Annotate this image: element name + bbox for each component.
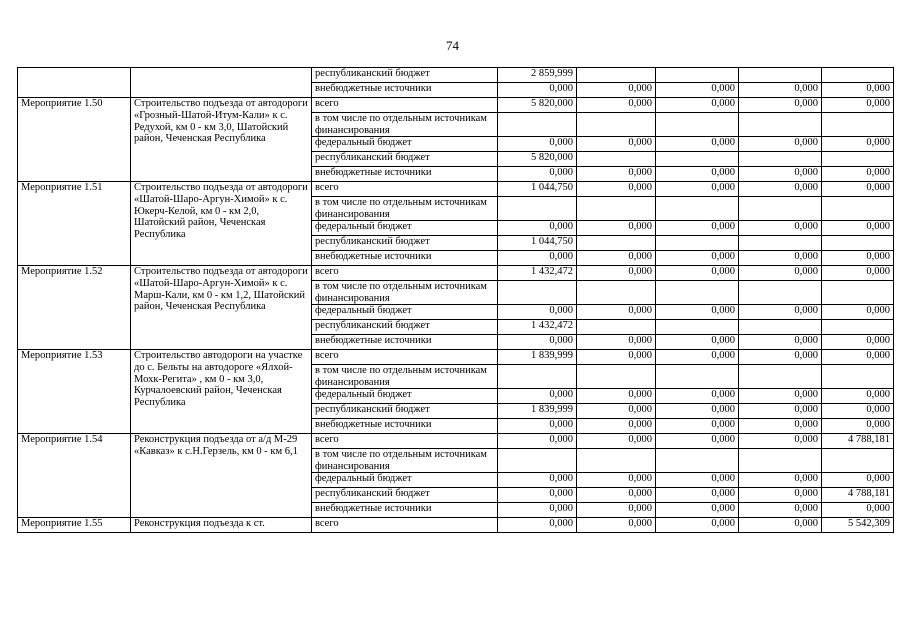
value-cell: 0,000 — [739, 137, 822, 152]
value-cell: 4 788,181 — [822, 434, 894, 449]
activity-description-cell: Строительство подъезда от автодороги «Грозный-Шатой-Итум-Кали» к с. Редухой, км 0 - км 3,0, Шатойский район, Чеченская Республика — [131, 98, 312, 182]
funding-source-label: всего — [312, 266, 498, 281]
value-cell: 5 542,309 — [822, 518, 894, 533]
value-cell: 0,000 — [498, 488, 577, 503]
activity-description-cell: Строительство подъезда от автодороги «Шатой-Шаро-Аргун-Химой» к с. Юкерч-Келой, км 0 - км 2,0, Шатойский район, Чеченская Республика — [131, 182, 312, 266]
funding-source-label: республиканский бюджет — [312, 236, 498, 251]
value-cell: 0,000 — [822, 305, 894, 320]
value-cell: 0,000 — [656, 83, 739, 98]
value-cell: 0,000 — [739, 419, 822, 434]
value-cell — [577, 152, 656, 167]
table-body — [18, 68, 894, 533]
value-cell — [577, 113, 656, 137]
value-cell — [739, 113, 822, 137]
value-cell: 0,000 — [822, 335, 894, 350]
funding-source-label: республиканский бюджет — [312, 68, 498, 83]
value-cell: 0,000 — [656, 503, 739, 518]
value-cell: 0,000 — [739, 83, 822, 98]
value-cell — [822, 281, 894, 305]
funding-source-label: федеральный бюджет — [312, 473, 498, 488]
value-cell: 0,000 — [822, 83, 894, 98]
value-cell: 0,000 — [739, 305, 822, 320]
funding-source-label: в том числе по отдельным источникам финансирования — [312, 449, 498, 473]
value-cell — [739, 320, 822, 335]
funding-source-label: в том числе по отдельным источникам финансирования — [312, 113, 498, 137]
funding-source-label: в том числе по отдельным источникам финансирования — [312, 365, 498, 389]
table-row — [18, 98, 894, 113]
value-cell: 0,000 — [498, 305, 577, 320]
value-cell: 0,000 — [656, 98, 739, 113]
funding-source-label: республиканский бюджет — [312, 404, 498, 419]
value-cell: 0,000 — [498, 473, 577, 488]
value-cell: 0,000 — [577, 83, 656, 98]
table-row — [18, 68, 894, 83]
value-cell: 0,000 — [498, 335, 577, 350]
value-cell: 1 432,472 — [498, 320, 577, 335]
value-cell: 1 044,750 — [498, 182, 577, 197]
table-row — [18, 350, 894, 365]
value-cell: 0,000 — [822, 98, 894, 113]
activity-id-cell: Мероприятие 1.51 — [18, 182, 131, 266]
value-cell — [822, 113, 894, 137]
value-cell: 0,000 — [822, 167, 894, 182]
value-cell: 0,000 — [577, 137, 656, 152]
activity-description-cell: Строительство автодороги на участке до с. Бельты на автодороге «Ялхой-Мохк-Регита» , км 0 - км 3,0, Курчалоевский район, Чеченская Республика — [131, 350, 312, 434]
value-cell: 0,000 — [739, 503, 822, 518]
value-cell: 0,000 — [498, 167, 577, 182]
value-cell — [822, 365, 894, 389]
value-cell — [656, 236, 739, 251]
value-cell: 5 820,000 — [498, 152, 577, 167]
value-cell: 0,000 — [498, 83, 577, 98]
activity-description-cell: Строительство подъезда от автодороги «Шатой-Шаро-Аргун-Химой» к с. Марш-Кали, км 0 - км 1,2, Шатойский район, Чеченская Республика — [131, 266, 312, 350]
funding-source-label: в том числе по отдельным источникам финансирования — [312, 197, 498, 221]
value-cell: 0,000 — [577, 518, 656, 533]
value-cell — [498, 365, 577, 389]
value-cell: 0,000 — [739, 488, 822, 503]
value-cell: 0,000 — [739, 98, 822, 113]
value-cell: 0,000 — [656, 350, 739, 365]
value-cell — [739, 152, 822, 167]
value-cell: 5 820,000 — [498, 98, 577, 113]
value-cell: 0,000 — [739, 221, 822, 236]
value-cell: 0,000 — [577, 434, 656, 449]
page-number: 74 — [446, 38, 459, 53]
value-cell: 0,000 — [498, 221, 577, 236]
value-cell — [739, 68, 822, 83]
funding-source-label: федеральный бюджет — [312, 305, 498, 320]
value-cell: 0,000 — [656, 518, 739, 533]
funding-source-label: в том числе по отдельным источникам финансирования — [312, 281, 498, 305]
value-cell: 0,000 — [577, 266, 656, 281]
value-cell: 0,000 — [822, 404, 894, 419]
table-row — [18, 434, 894, 449]
value-cell — [656, 281, 739, 305]
activity-id-cell: Мероприятие 1.54 — [18, 434, 131, 518]
value-cell: 0,000 — [577, 488, 656, 503]
value-cell: 0,000 — [656, 434, 739, 449]
value-cell — [577, 320, 656, 335]
value-cell: 0,000 — [739, 182, 822, 197]
value-cell: 0,000 — [577, 167, 656, 182]
value-cell — [739, 449, 822, 473]
value-cell — [498, 113, 577, 137]
value-cell — [739, 365, 822, 389]
value-cell: 0,000 — [656, 305, 739, 320]
value-cell — [577, 236, 656, 251]
value-cell: 0,000 — [822, 419, 894, 434]
value-cell — [656, 197, 739, 221]
value-cell: 0,000 — [577, 221, 656, 236]
value-cell: 0,000 — [577, 182, 656, 197]
value-cell: 0,000 — [822, 389, 894, 404]
value-cell: 0,000 — [822, 473, 894, 488]
value-cell: 0,000 — [656, 389, 739, 404]
value-cell — [822, 152, 894, 167]
activity-id-cell: Мероприятие 1.53 — [18, 350, 131, 434]
value-cell: 1 839,999 — [498, 404, 577, 419]
funding-source-label: внебюджетные источники — [312, 419, 498, 434]
value-cell: 1 044,750 — [498, 236, 577, 251]
value-cell: 0,000 — [656, 473, 739, 488]
funding-source-label: федеральный бюджет — [312, 137, 498, 152]
value-cell — [822, 320, 894, 335]
value-cell: 0,000 — [656, 404, 739, 419]
value-cell: 0,000 — [656, 266, 739, 281]
value-cell — [498, 449, 577, 473]
table-row — [18, 182, 894, 197]
value-cell: 2 859,999 — [498, 68, 577, 83]
funding-source-label: всего — [312, 98, 498, 113]
value-cell — [739, 197, 822, 221]
value-cell: 0,000 — [498, 251, 577, 266]
value-cell: 0,000 — [739, 251, 822, 266]
value-cell: 0,000 — [498, 518, 577, 533]
value-cell: 0,000 — [577, 335, 656, 350]
activity-id-cell: Мероприятие 1.52 — [18, 266, 131, 350]
value-cell — [656, 320, 739, 335]
value-cell: 0,000 — [739, 434, 822, 449]
funding-source-label: внебюджетные источники — [312, 503, 498, 518]
funding-source-label: всего — [312, 518, 498, 533]
value-cell: 0,000 — [498, 389, 577, 404]
value-cell: 0,000 — [822, 503, 894, 518]
value-cell — [498, 281, 577, 305]
value-cell — [822, 236, 894, 251]
value-cell: 0,000 — [577, 305, 656, 320]
funding-source-label: внебюджетные источники — [312, 83, 498, 98]
value-cell: 0,000 — [822, 182, 894, 197]
value-cell — [498, 197, 577, 221]
value-cell: 0,000 — [577, 251, 656, 266]
activity-id-cell: Мероприятие 1.50 — [18, 98, 131, 182]
activity-id-cell: Мероприятие 1.55 — [18, 518, 131, 533]
value-cell: 0,000 — [822, 350, 894, 365]
value-cell: 0,000 — [656, 335, 739, 350]
value-cell — [656, 68, 739, 83]
value-cell: 0,000 — [739, 389, 822, 404]
value-cell: 0,000 — [577, 98, 656, 113]
value-cell: 0,000 — [739, 404, 822, 419]
value-cell: 4 788,181 — [822, 488, 894, 503]
value-cell: 0,000 — [822, 137, 894, 152]
value-cell: 1 432,472 — [498, 266, 577, 281]
value-cell: 0,000 — [656, 419, 739, 434]
value-cell: 0,000 — [739, 167, 822, 182]
table-row — [18, 518, 894, 533]
value-cell — [822, 449, 894, 473]
value-cell — [577, 68, 656, 83]
value-cell: 0,000 — [656, 137, 739, 152]
value-cell: 0,000 — [577, 350, 656, 365]
funding-source-label: внебюджетные источники — [312, 335, 498, 350]
value-cell — [577, 449, 656, 473]
value-cell: 0,000 — [656, 221, 739, 236]
value-cell — [822, 197, 894, 221]
funding-source-label: внебюджетные источники — [312, 251, 498, 266]
funding-source-label: республиканский бюджет — [312, 320, 498, 335]
value-cell: 0,000 — [498, 434, 577, 449]
funding-source-label: внебюджетные источники — [312, 167, 498, 182]
value-cell: 0,000 — [577, 473, 656, 488]
value-cell: 0,000 — [577, 404, 656, 419]
activity-description-cell — [131, 68, 312, 98]
value-cell — [577, 197, 656, 221]
value-cell: 0,000 — [739, 266, 822, 281]
funding-source-label: федеральный бюджет — [312, 389, 498, 404]
funding-source-label: всего — [312, 350, 498, 365]
value-cell: 0,000 — [656, 251, 739, 266]
value-cell — [739, 281, 822, 305]
value-cell: 0,000 — [577, 419, 656, 434]
activity-description-cell: Реконструкция подъезда к ст. — [131, 518, 312, 533]
value-cell — [656, 152, 739, 167]
value-cell — [656, 449, 739, 473]
table-row — [18, 266, 894, 281]
value-cell — [656, 365, 739, 389]
value-cell: 0,000 — [498, 419, 577, 434]
value-cell: 0,000 — [822, 266, 894, 281]
funding-source-label: всего — [312, 434, 498, 449]
activity-id-cell — [18, 68, 131, 98]
value-cell: 0,000 — [498, 503, 577, 518]
activity-description-cell: Реконструкция подъезда от а/д М-29 «Кавказ» к с.Н.Герзель, км 0 - км 6,1 — [131, 434, 312, 518]
value-cell: 0,000 — [656, 167, 739, 182]
funding-source-label: республиканский бюджет — [312, 152, 498, 167]
value-cell: 0,000 — [577, 389, 656, 404]
funding-source-label: федеральный бюджет — [312, 221, 498, 236]
value-cell: 0,000 — [656, 182, 739, 197]
value-cell: 0,000 — [739, 350, 822, 365]
value-cell: 0,000 — [739, 335, 822, 350]
financing-table — [17, 67, 894, 533]
value-cell — [656, 113, 739, 137]
value-cell: 1 839,999 — [498, 350, 577, 365]
value-cell: 0,000 — [739, 518, 822, 533]
value-cell: 0,000 — [498, 137, 577, 152]
funding-source-label: республиканский бюджет — [312, 488, 498, 503]
value-cell: 0,000 — [577, 503, 656, 518]
value-cell — [577, 365, 656, 389]
funding-source-label: всего — [312, 182, 498, 197]
value-cell — [739, 236, 822, 251]
value-cell: 0,000 — [739, 473, 822, 488]
value-cell — [577, 281, 656, 305]
value-cell: 0,000 — [656, 488, 739, 503]
value-cell: 0,000 — [822, 221, 894, 236]
value-cell — [822, 68, 894, 83]
value-cell: 0,000 — [822, 251, 894, 266]
